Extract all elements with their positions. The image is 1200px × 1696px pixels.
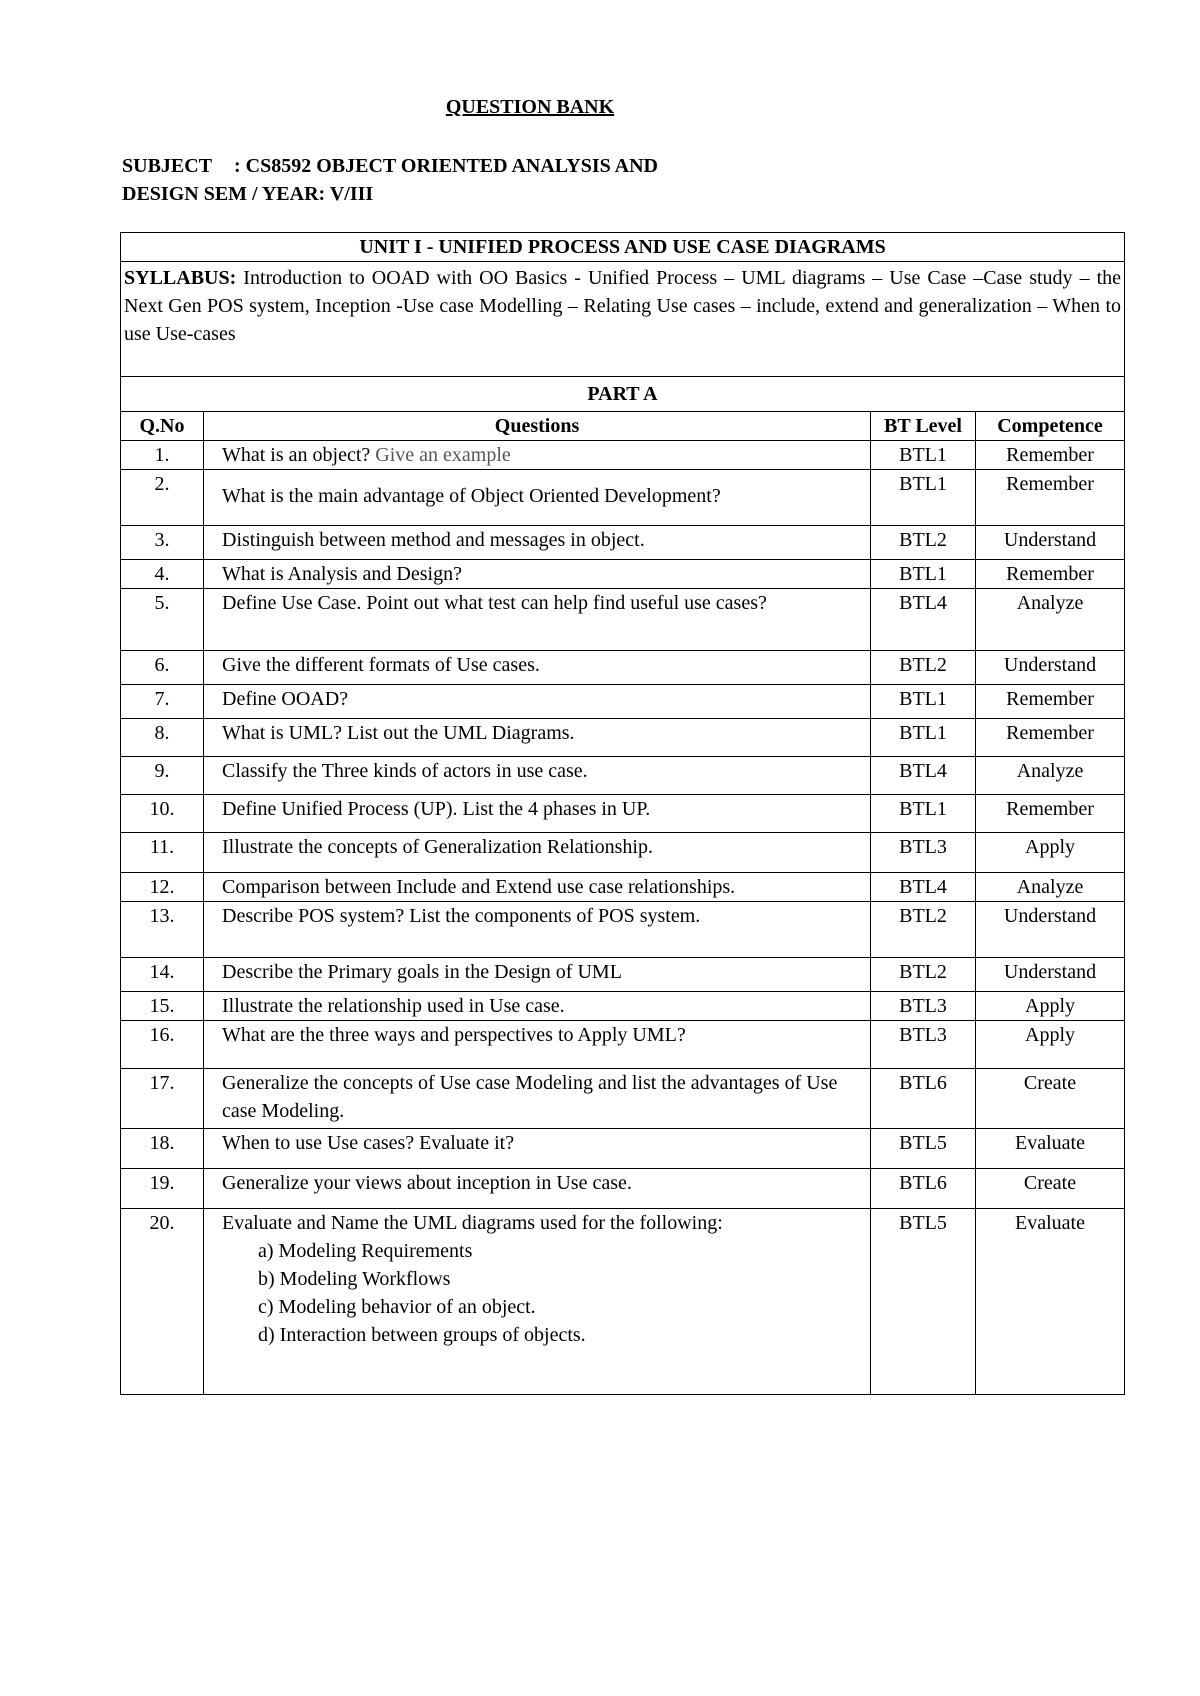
competence: Analyze: [976, 589, 1125, 651]
table-row: [121, 873, 1125, 902]
table-row: [121, 651, 1125, 685]
header-qno: Q.No: [121, 412, 204, 441]
question-text: [204, 1069, 871, 1129]
question-main: Define OOAD?: [222, 688, 349, 710]
question-number: 14.: [121, 958, 204, 992]
bt-level: BTL1: [871, 685, 976, 719]
bt-level: BTL3: [871, 1021, 976, 1069]
question-text: [204, 685, 871, 719]
header-questions: Questions: [204, 412, 871, 441]
question-text: [204, 651, 871, 685]
question-text: [204, 902, 871, 958]
question-text: [204, 958, 871, 992]
question-number: 11.: [121, 833, 204, 873]
question-text: [204, 526, 871, 560]
sub-question: c) Modeling behavior of an object.: [258, 1296, 536, 1318]
sub-question-list: [222, 1237, 867, 1349]
subject-label: SUBJECT: [122, 155, 213, 177]
question-number: 16.: [121, 1021, 204, 1069]
sub-question: d) Interaction between groups of objects.: [258, 1324, 586, 1346]
question-number: 19.: [121, 1169, 204, 1209]
part-row: [121, 377, 1125, 412]
question-number: 3.: [121, 526, 204, 560]
question-main: Generalize your views about inception in Use case.: [222, 1172, 632, 1194]
part-heading: PART A: [121, 377, 1125, 412]
table-row: [121, 1209, 1125, 1395]
table-row: [121, 1169, 1125, 1209]
bt-level: BTL5: [871, 1129, 976, 1169]
competence: Understand: [976, 526, 1125, 560]
question-number: 1.: [121, 441, 204, 470]
question-main: Illustrate the relationship used in Use case.: [222, 995, 565, 1017]
sub-question: a) Modeling Requirements: [258, 1240, 473, 1262]
question-number: 5.: [121, 589, 204, 651]
question-main: What is the main advantage of Object Oriented Development?: [222, 485, 721, 507]
question-number: 8.: [121, 719, 204, 757]
bt-level: BTL3: [871, 833, 976, 873]
question-number: 9.: [121, 757, 204, 795]
header-row: [121, 412, 1125, 441]
subject-value: : CS8592 OBJECT ORIENTED ANALYSIS AND: [234, 155, 659, 177]
competence: Remember: [976, 719, 1125, 757]
table-row: [121, 1069, 1125, 1129]
unit-title: UNIT I - UNIFIED PROCESS AND USE CASE DIAGRAMS: [121, 233, 1125, 262]
question-main: What is Analysis and Design?: [222, 563, 462, 585]
table-row: [121, 833, 1125, 873]
question-number: 20.: [121, 1209, 204, 1395]
question-text: [204, 757, 871, 795]
bt-level: BTL4: [871, 589, 976, 651]
question-main: Give the different formats of Use cases.: [222, 654, 540, 676]
sub-question: b) Modeling Workflows: [258, 1268, 451, 1290]
question-text: [204, 1169, 871, 1209]
table-row: [121, 560, 1125, 589]
bt-level: BTL6: [871, 1069, 976, 1129]
question-text: [204, 1209, 871, 1395]
table-row: [121, 685, 1125, 719]
subject-block: [122, 152, 658, 208]
syllabus-label: SYLLABUS:: [124, 267, 237, 289]
question-main: Define Use Case. Point out what test can help find useful use cases?: [222, 592, 767, 614]
question-number: 6.: [121, 651, 204, 685]
question-main: Evaluate and Name the UML diagrams used for the following:: [222, 1212, 723, 1234]
competence: Analyze: [976, 757, 1125, 795]
question-number: 18.: [121, 1129, 204, 1169]
header-bt-level: BT Level: [871, 412, 976, 441]
competence: Evaluate: [976, 1209, 1125, 1395]
bt-level: BTL2: [871, 526, 976, 560]
competence: Analyze: [976, 873, 1125, 902]
question-main: When to use Use cases? Evaluate it?: [222, 1132, 515, 1154]
page-title: QUESTION BANK: [445, 96, 615, 118]
question-number: 17.: [121, 1069, 204, 1129]
competence: Create: [976, 1069, 1125, 1129]
table-row: [121, 795, 1125, 833]
table-row: [121, 441, 1125, 470]
question-main: Generalize the concepts of Use case Modeling and list the advantages of Use case Modeling.: [222, 1072, 838, 1122]
question-text: [204, 833, 871, 873]
question-extra: Give an example: [375, 444, 511, 466]
table-row: [121, 470, 1125, 526]
table-row: [121, 958, 1125, 992]
table-row: [121, 992, 1125, 1021]
unit-title-row: [121, 233, 1125, 262]
question-main: Define Unified Process (UP). List the 4 phases in UP.: [222, 798, 651, 820]
table-row: [121, 1021, 1125, 1069]
question-table: [120, 232, 1125, 1395]
question-main: What is an object?: [222, 444, 371, 466]
competence: Remember: [976, 685, 1125, 719]
header-competence: Competence: [976, 412, 1125, 441]
question-main: Classify the Three kinds of actors in use case.: [222, 760, 588, 782]
question-text: [204, 795, 871, 833]
competence: Apply: [976, 833, 1125, 873]
question-main: Illustrate the concepts of Generalization Relationship.: [222, 836, 653, 858]
bt-level: BTL2: [871, 651, 976, 685]
question-text: [204, 560, 871, 589]
syllabus-row: [121, 262, 1125, 377]
competence: Evaluate: [976, 1129, 1125, 1169]
bt-level: BTL5: [871, 1209, 976, 1395]
bt-level: BTL1: [871, 470, 976, 526]
bt-level: BTL1: [871, 560, 976, 589]
table-row: [121, 1129, 1125, 1169]
competence: Apply: [976, 1021, 1125, 1069]
question-number: 7.: [121, 685, 204, 719]
competence: Create: [976, 1169, 1125, 1209]
question-number: 13.: [121, 902, 204, 958]
question-text: [204, 1021, 871, 1069]
question-main: What is UML? List out the UML Diagrams.: [222, 722, 575, 744]
question-text: [204, 873, 871, 902]
question-number: 4.: [121, 560, 204, 589]
syllabus-text: Introduction to OOAD with OO Basics - Unified Process – UML diagrams – Use Case –Case study – the Next Gen POS system, Inception -Use case Modelling – Relating Use cases – include, extend and generalization – When to use Use-cases: [124, 267, 1122, 345]
question-main: Distinguish between method and messages in object.: [222, 529, 645, 551]
bt-level: BTL6: [871, 1169, 976, 1209]
question-main: Comparison between Include and Extend use case relationships.: [222, 876, 736, 898]
bt-level: BTL2: [871, 958, 976, 992]
table-row: [121, 757, 1125, 795]
question-main: Describe POS system? List the components of POS system.: [222, 905, 701, 927]
question-main: What are the three ways and perspectives to Apply UML?: [222, 1024, 686, 1046]
question-number: 10.: [121, 795, 204, 833]
competence: Remember: [976, 470, 1125, 526]
subject-line2: DESIGN SEM / YEAR: V/III: [122, 183, 374, 205]
competence: Remember: [976, 441, 1125, 470]
bt-level: BTL3: [871, 992, 976, 1021]
syllabus-cell: [121, 262, 1125, 377]
question-text: [204, 589, 871, 651]
competence: Remember: [976, 560, 1125, 589]
competence: Remember: [976, 795, 1125, 833]
question-number: 2.: [121, 470, 204, 526]
question-text: [204, 992, 871, 1021]
bt-level: BTL1: [871, 795, 976, 833]
question-number: 12.: [121, 873, 204, 902]
competence: Understand: [976, 902, 1125, 958]
bt-level: BTL4: [871, 757, 976, 795]
competence: Apply: [976, 992, 1125, 1021]
table-row: [121, 902, 1125, 958]
question-text: [204, 470, 871, 526]
table-row: [121, 589, 1125, 651]
bt-level: BTL2: [871, 902, 976, 958]
bt-level: BTL1: [871, 719, 976, 757]
question-text: [204, 1129, 871, 1169]
bt-level: BTL4: [871, 873, 976, 902]
question-text: [204, 441, 871, 470]
competence: Understand: [976, 958, 1125, 992]
competence: Understand: [976, 651, 1125, 685]
question-main: Describe the Primary goals in the Design of UML: [222, 961, 622, 983]
question-text: [204, 719, 871, 757]
question-number: 15.: [121, 992, 204, 1021]
table-row: [121, 719, 1125, 757]
table-row: [121, 526, 1125, 560]
bt-level: BTL1: [871, 441, 976, 470]
